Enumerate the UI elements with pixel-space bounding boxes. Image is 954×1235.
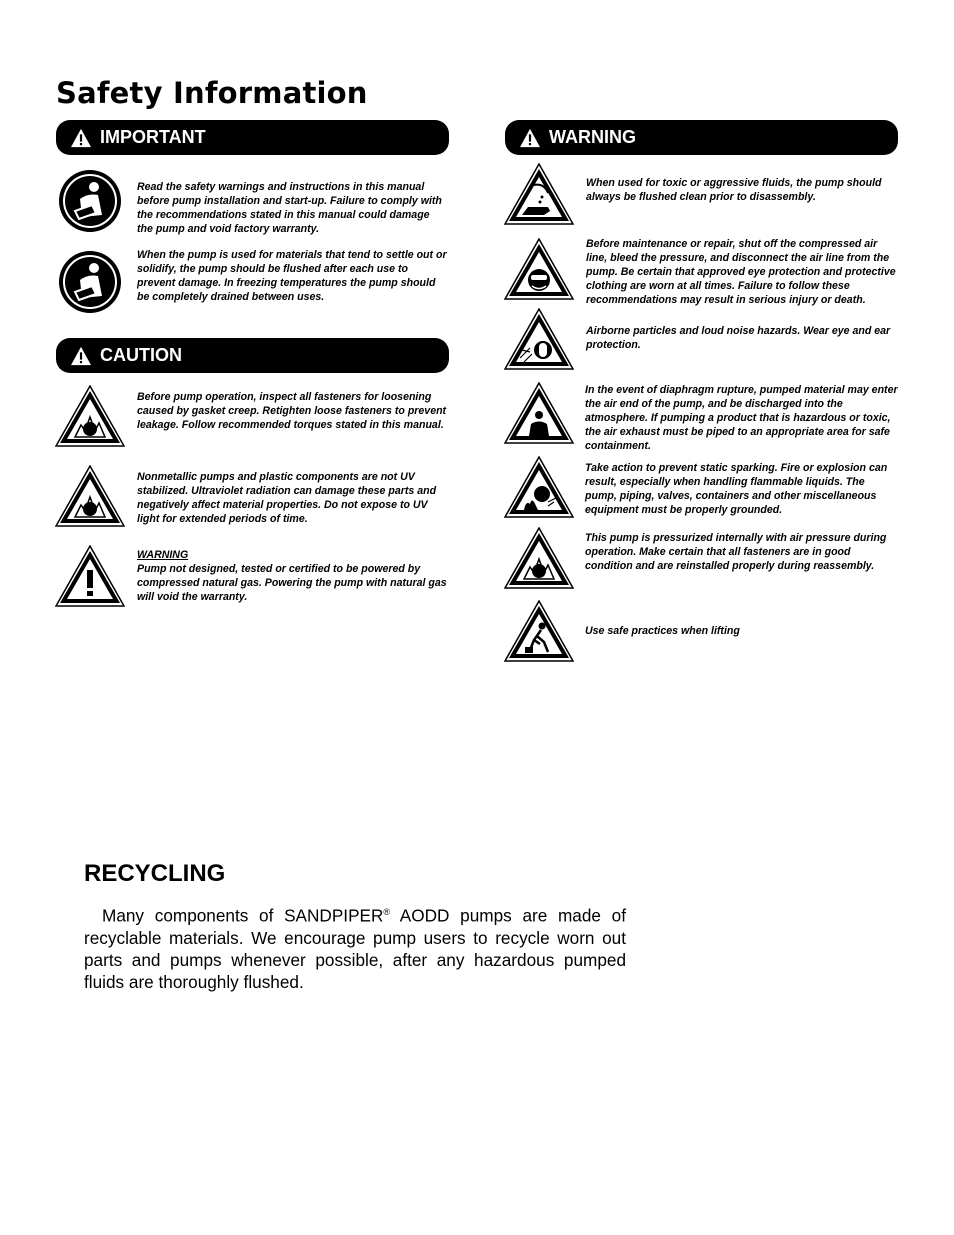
important-text-1: Read the safety warnings and instructions in this manual before pump installation and start-up. Failure to comply with the recommendations stated in this manual could damage the pump and void factory warranty. (137, 181, 442, 235)
lifting-hazard-icon (504, 600, 574, 662)
warning-text-1: When used for toxic or aggressive fluids, the pump should always be flushed clean prior to disassembly. (586, 177, 882, 203)
warning-text-3: Airborne particles and loud noise hazards. Wear eye and ear protection. (586, 325, 891, 351)
read-manual-icon (58, 169, 122, 233)
caution-warning-heading: WARNING (137, 549, 189, 561)
caution-label: CAUTION (100, 345, 182, 365)
alert-triangle-icon (519, 128, 541, 148)
exclamation-warning-icon (55, 545, 125, 607)
fire-explosion-icon (504, 456, 574, 518)
corrosive-hand-icon (504, 163, 574, 225)
warning-text-4: In the event of diaphragm rupture, pumped material may enter the air end of the pump, and be discharged into the atmosphere. If pumping a product that is hazardous or toxic, the air exhaust must be piped to an appropriate area for safe containment. (585, 384, 898, 452)
caution-warning-text: Pump not designed, tested or certified to be powered by compressed natural gas. Powering the pump with natural gas will void the warranty. (137, 563, 447, 603)
warning-text-5: Take action to prevent static sparking. Fire or explosion can result, especially when handling flammable liquids. The pump, piping, valves, containers and other miscellaneous equipment must be properly grounded. (585, 462, 888, 516)
pressure-hazard-icon (504, 527, 574, 589)
eye-protection-icon (504, 238, 574, 300)
caution-warning-block (137, 548, 447, 604)
warning-label: WARNING (549, 127, 636, 147)
alert-triangle-icon (70, 128, 92, 148)
warning-text-6: This pump is pressurized internally with air pressure during operation. Make certain that all fasteners are in good condition and are reinstalled properly during reassembly. (585, 532, 887, 572)
important-label: IMPORTANT (100, 127, 206, 147)
explosion-hazard-icon (55, 385, 125, 447)
warning-text-2: Before maintenance or repair, shut off the compressed air line, bleed the pressure, and disconnect the air line from the pump. Be certain that approved eye protection and protective clothing are worn at all times. Failure to follow these recommendations may result in serious injury or death. (586, 238, 896, 306)
recycling-text-start: Many components of SANDPIPER (102, 905, 384, 926)
caution-text-1: Before pump operation, inspect all fasteners for loosening caused by gasket creep. Retighten loose fasteners to prevent leakage. Follow recommended torques stated in this manual. (137, 391, 447, 431)
warning-text-7: Use safe practices when lifting (585, 625, 740, 637)
registered-mark: ® (383, 907, 391, 917)
recycling-text-rest: AODD pumps are made of recyclable materials. We encourage pump users to recycle worn out parts and pumps whenever possible, after any hazardous pumped fluids are thoroughly flushed. (84, 905, 627, 992)
alert-triangle-icon (70, 346, 92, 366)
ear-eye-protection-icon (504, 308, 574, 370)
caution-banner (56, 338, 449, 373)
important-banner (56, 120, 449, 155)
warning-banner (505, 120, 898, 155)
important-text-2: When the pump is used for materials that tend to settle out or solidify, the pump should be flushed after each use to prevent damage. In freezing temperatures the pump should be completely drained between uses. (137, 249, 447, 303)
recycling-text (84, 901, 626, 993)
toxic-exhaust-icon (504, 382, 574, 444)
explosion-hazard-icon (55, 465, 125, 527)
caution-text-2: Nonmetallic pumps and plastic components are not UV stabilized. Ultraviolet radiation can damage these parts and negatively affect material properties. Do not expose to UV light for extended periods of time. (137, 471, 437, 525)
recycling-title: RECYCLING (84, 860, 226, 887)
page-title: Safety Information (56, 76, 368, 110)
read-manual-icon (58, 250, 122, 314)
